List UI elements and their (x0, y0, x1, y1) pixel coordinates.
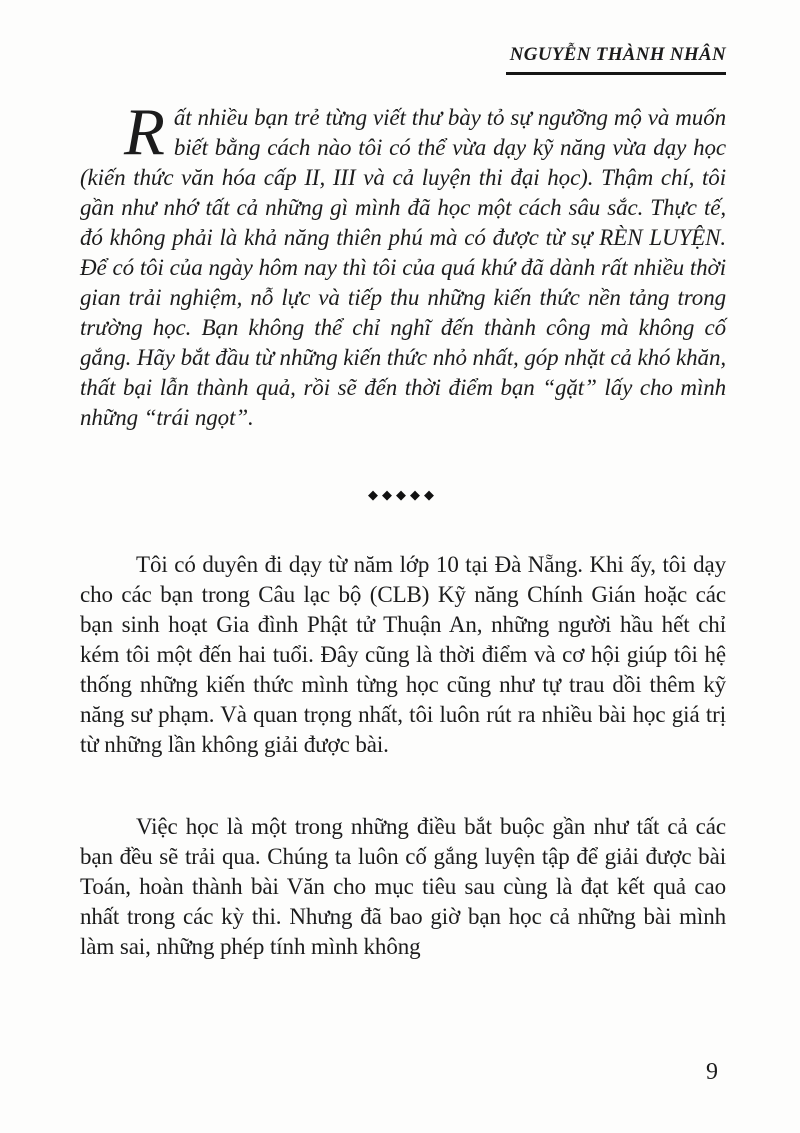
header-rule (506, 72, 726, 75)
running-header (506, 44, 726, 75)
paragraph-teaching: Tôi có duyên đi dạy từ năm lớp 10 tại Đà Nẵng. Khi ấy, tôi dạy cho các bạn trong Câu lạc bộ (CLB) Kỹ năng Chính Gián hoặc các bạn sinh hoạt Gia đình Phật tử Thuận An, những người hầu hết chỉ kém tôi một đến hai tuổi. Đây cũng là thời điểm và cơ hội giúp tôi hệ thống những kiến thức mình từng học cũng như tự trau dồi thêm kỹ năng sư phạm. Và quan trọng nhất, tôi luôn rút ra nhiều bài học giá trị từ những lần không giải được bài. (80, 552, 726, 757)
page-body (80, 95, 726, 962)
page-number: 9 (706, 1059, 718, 1085)
paragraph-intro (80, 95, 726, 433)
running-header-author-name: NGUYỄN THÀNH NHÂN (509, 44, 726, 65)
paragraph-intro-text: ất nhiều bạn trẻ từng viết thư bày tỏ sự ngưỡng mộ và muốn biết bằng cách nào tôi có thể vừa dạy kỹ năng vừa dạy học (kiến thức văn hóa cấp II, III và cả luyện thi đại học). Thậm chí, tôi gần như nhớ tất cả những gì mình đã học một cách sâu sắc. Thực tế, đó không phải là khả năng thiên phú mà có được từ sự RÈN LUYỆN. Để có tôi của ngày hôm nay thì tôi của quá khứ đã dành rất nhiều thời gian trải nghiệm, nỗ lực và tiếp thu những kiến thức nền tảng trong trường học. Bạn không thể chỉ nghĩ đến thành công mà không cố gắng. Hãy bắt đầu từ những kiến thức nhỏ nhất, góp nhặt cả khó khăn, thất bại lẫn thành quả, rồi sẽ đến thời điểm bạn “gặt” lấy cho mình những “trái ngọt”. (80, 105, 726, 430)
paragraph-studying: Việc học là một trong những điều bắt buộc gần như tất cả các bạn đều sẽ trải qua. Chúng ta luôn cố gắng luyện tập để giải được bài Toán, hoàn thành bài Văn cho mục tiêu sau cùng là đạt kết quả cao nhất trong các kỳ thi. Nhưng đã bao giờ bạn học cả những bài mình làm sai, những phép tính mình không (80, 814, 726, 959)
dropcap-letter: R (124, 95, 165, 169)
section-separator-diamonds: ◆◆◆◆◆ (368, 487, 438, 502)
